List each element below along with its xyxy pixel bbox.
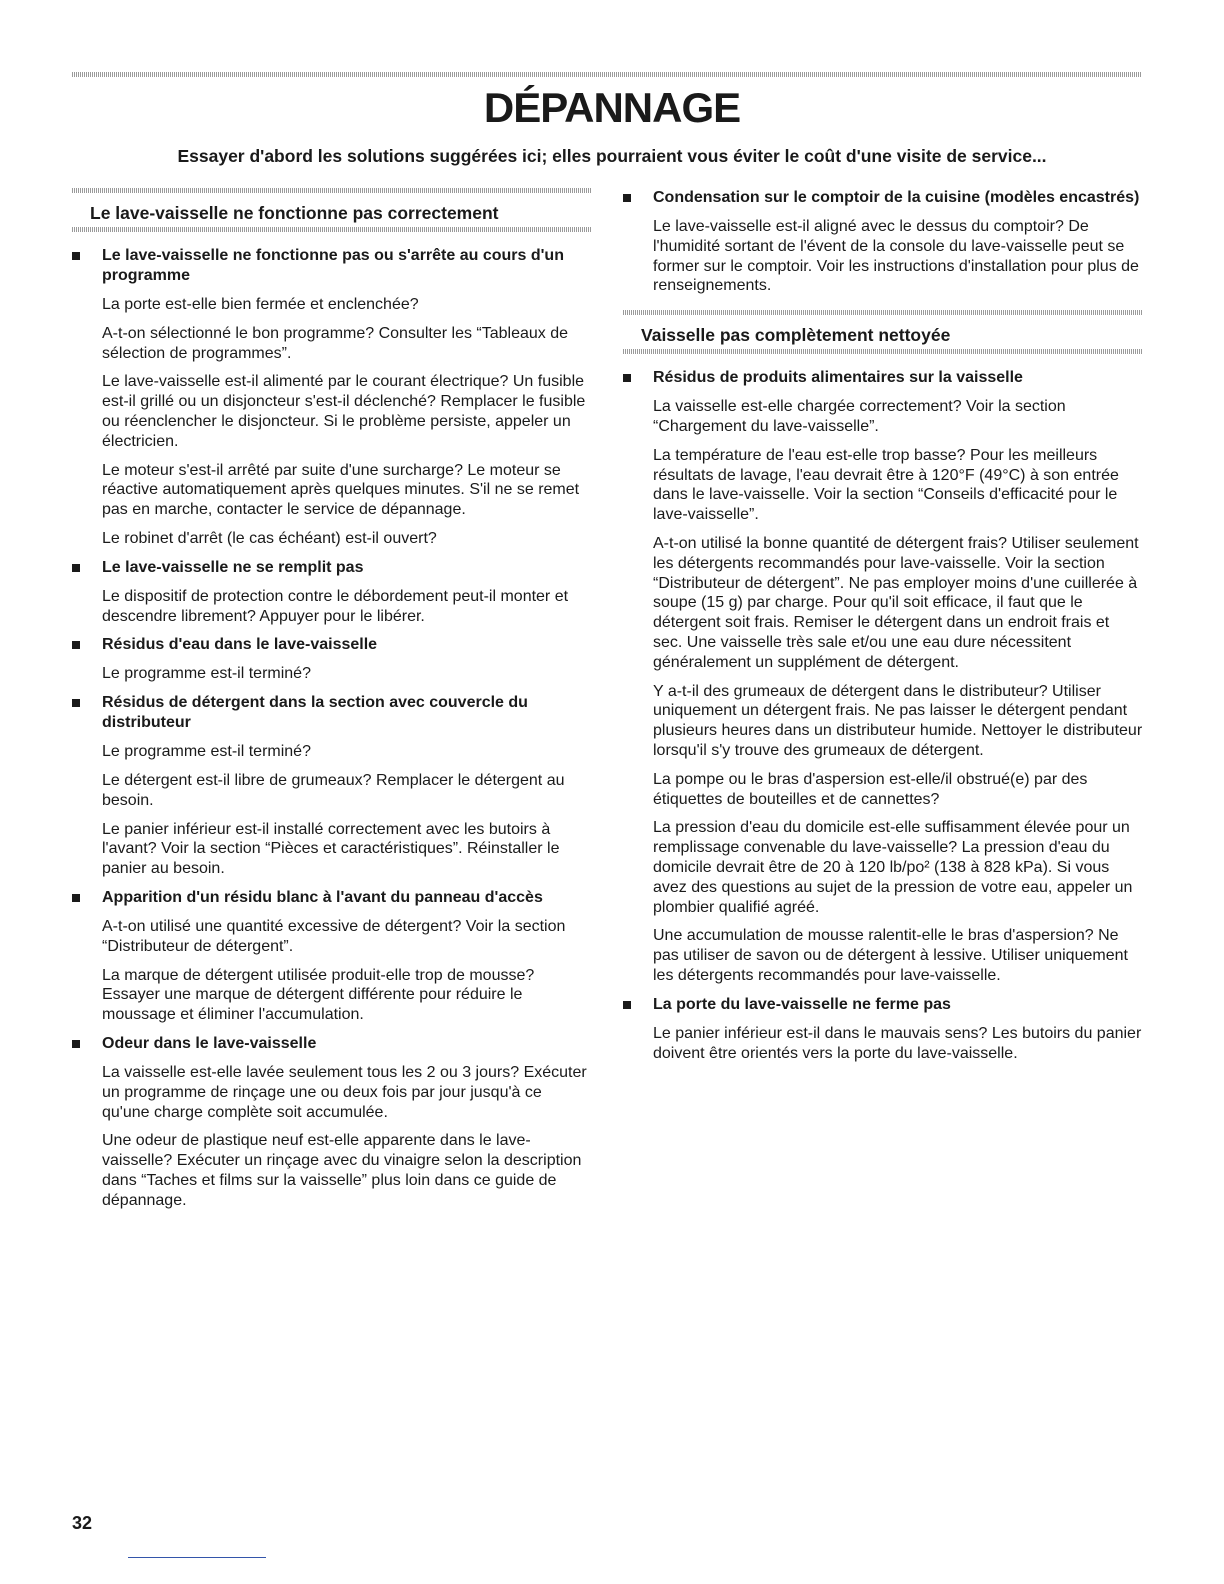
item-body <box>72 1063 592 1211</box>
item-paragraph: Le panier inférieur est-il installé correctement avec les butoirs à l'avant? Voir la section “Pièces et caractéristiques”. Réinstaller le panier au besoin. <box>102 820 560 878</box>
item-title: Apparition d'un résidu blanc à l'avant du panneau d'accès <box>102 888 543 906</box>
item-paragraph: Le programme est-il terminé? <box>102 743 311 761</box>
item-header <box>72 558 592 578</box>
item-body <box>72 917 592 1025</box>
left-column <box>72 188 592 1220</box>
item-header <box>623 995 1143 1015</box>
item-paragraph: A-t-on utilisé une quantité excessive de détergent? Voir la section “Distributeur de détergent”. <box>102 917 566 955</box>
troubleshoot-item <box>72 558 592 627</box>
item-paragraph: La température de l'eau est-elle trop basse? Pour les meilleurs résultats de lavage, l'eau devrait être à 120°F (49°C) à son entrée dans le lave-vaisselle. Voir la section “Conseils d'efficacité pour le lave-vaisselle”. <box>653 446 1119 524</box>
item-title: Résidus de produits alimentaires sur la vaisselle <box>653 369 1023 387</box>
section-title: Le lave-vaisselle ne fonctionne pas correctement <box>90 203 499 223</box>
item-title: La porte du lave-vaisselle ne ferme pas <box>653 995 951 1013</box>
left-item-list <box>72 246 592 1211</box>
item-body <box>623 397 1143 986</box>
item-title: Le lave-vaisselle ne se remplit pas <box>102 558 364 576</box>
item-header <box>623 188 1143 208</box>
item-header <box>72 635 592 655</box>
item-paragraph: Le lave-vaisselle est-il aligné avec le dessus du comptoir? De l'humidité sortant de l'évent de la console du lave-vaisselle peut se former sur le comptoir. Voir les instructions d'installation pour plus de renseignements. <box>653 218 1139 295</box>
item-paragraph: Le panier inférieur est-il dans le mauvais sens? Les butoirs du panier doivent être orientés vers la porte du lave-vaisselle. <box>653 1024 1142 1062</box>
item-title: Résidus de détergent dans la section avec couvercle du distributeur <box>102 694 528 732</box>
item-body <box>72 742 592 879</box>
item-paragraph: Le dispositif de protection contre le débordement peut-il monter et descendre librement? Appuyer pour le libérer. <box>102 587 569 625</box>
right-top-item <box>623 188 1143 296</box>
section-header-not-working <box>72 188 592 232</box>
item-paragraph: Une accumulation de mousse ralentit-elle le bras d'aspersion? Ne pas utiliser de savon ou de détergent à lessive. Utiliser uniquement les détergents recommandés pour lave-vaisselle. <box>653 927 1128 984</box>
section-rule-bottom <box>72 227 592 232</box>
troubleshoot-item <box>623 368 1143 986</box>
item-body <box>72 587 592 627</box>
item-body <box>623 1024 1143 1064</box>
square-bullet-icon <box>72 252 80 260</box>
item-paragraph: Le détergent est-il libre de grumeaux? Remplacer le détergent au besoin. <box>102 771 565 809</box>
item-paragraph: Le lave-vaisselle est-il alimenté par le courant électrique? Un fusible est-il grillé ou un disjoncteur s'est-il déclenché? Remplacer le fusible ou réenclencher le disjoncteur. Si le problème persiste, appeler un électricien. <box>102 373 586 450</box>
section-header-not-clean <box>623 310 1143 354</box>
troubleshoot-item <box>72 246 592 549</box>
item-paragraph: Une odeur de plastique neuf est-elle apparente dans le lave-vaisselle? Exécuter un rinçage avec du vinaigre selon la description dans “Taches et films sur la vaisselle” plus loin dans ce guide de dépannage. <box>102 1132 582 1209</box>
item-paragraph: La vaisselle est-elle lavée seulement tous les 2 ou 3 jours? Exécuter un programme de rinçage une ou deux fois par jour jusqu'à ce qu'une charge complète soit accumulée. <box>102 1063 587 1121</box>
square-bullet-icon <box>72 894 80 902</box>
item-body <box>72 295 592 549</box>
troubleshoot-item <box>623 995 1143 1064</box>
square-bullet-icon <box>623 194 631 202</box>
footer-line <box>128 1557 266 1558</box>
item-paragraph: La vaisselle est-elle chargée correctement? Voir la section “Chargement du lave-vaisselle”. <box>653 398 1066 435</box>
item-paragraph: Le robinet d'arrêt (le cas échéant) est-il ouvert? <box>102 529 437 547</box>
item-paragraph: A-t-on sélectionné le bon programme? Consulter les “Tableaux de sélection de programmes”. <box>102 324 569 362</box>
troubleshoot-item <box>72 1034 592 1211</box>
item-title: Condensation sur le comptoir de la cuisine (modèles encastrés) <box>653 189 1140 206</box>
troubleshoot-item <box>72 888 592 1025</box>
item-header <box>72 888 592 908</box>
item-header <box>72 1034 592 1054</box>
item-body <box>623 217 1143 296</box>
troubleshoot-item <box>623 188 1143 296</box>
item-header <box>72 246 592 286</box>
page-title: DÉPANNAGE <box>483 84 741 131</box>
item-paragraph: Le programme est-il terminé? <box>102 665 311 683</box>
troubleshoot-item <box>72 635 592 684</box>
section-title: Vaisselle pas complètement nettoyée <box>641 325 951 346</box>
item-paragraph: La pression d'eau du domicile est-elle suffisamment élevée pour un remplissage convenable du lave-vaisselle? La pression d'eau du domicile devrait être de 20 à 120 lb/po² (138 à 828 kPa). Si vous avez des questions au sujet de la pression de votre eau, appeler un plombier qualifié agréé. <box>653 819 1133 916</box>
item-paragraph: La pompe ou le bras d'aspersion est-elle/il obstrué(e) par des étiquettes de bouteilles et de cannettes? <box>653 770 1088 808</box>
square-bullet-icon <box>72 699 80 707</box>
item-body <box>72 664 592 684</box>
square-bullet-icon <box>623 374 631 382</box>
top-dotted-rule <box>72 72 1142 77</box>
square-bullet-icon <box>72 564 80 572</box>
item-title: Résidus d'eau dans le lave-vaisselle <box>102 636 378 654</box>
item-paragraph: Le moteur s'est-il arrêté par suite d'une surcharge? Le moteur se réactive automatiquement après quelques minutes. S'il ne se remet pas en marche, contacter le service de dépannage. <box>102 461 580 519</box>
item-header <box>623 368 1143 388</box>
square-bullet-icon <box>72 1040 80 1048</box>
item-title: Odeur dans le lave-vaisselle <box>102 1034 317 1052</box>
section-rule-bottom <box>623 349 1143 354</box>
page-number: 32 <box>72 1513 93 1533</box>
item-paragraph: A-t-on utilisé la bonne quantité de détergent frais? Utiliser seulement les détergents recommandés pour lave-vaisselle. Voir la section “Distributeur de détergent”. Ne pas employer moins d'une cuillerée à soupe (15 g) par charge. Pour qu'il soit efficace, il faut que le détergent soit frais. Remiser le détergent dans un endroit frais et sec. Une vaisselle très sale et/ou une eau dure nécessitent généralement un supplément de détergent. <box>653 534 1139 671</box>
right-column <box>623 188 1143 1072</box>
item-header <box>72 693 592 733</box>
item-paragraph: La marque de détergent utilisée produit-elle trop de mousse? Essayer une marque de détergent différente pour réduire le moussage et éliminer l'accumulation. <box>102 966 535 1024</box>
page-subtitle: Essayer d'abord les solutions suggérées ici; elles pourraient vous éviter le coût d'une visite de service... <box>177 146 1047 166</box>
right-item-list <box>623 368 1143 1063</box>
square-bullet-icon <box>623 1001 631 1009</box>
item-title: Le lave-vaisselle ne fonctionne pas ou s'arrête au cours d'un programme <box>102 247 564 284</box>
troubleshoot-item <box>72 693 592 879</box>
square-bullet-icon <box>72 641 80 649</box>
item-paragraph: La porte est-elle bien fermée et enclenchée? <box>102 296 419 313</box>
item-paragraph: Y a-t-il des grumeaux de détergent dans le distributeur? Utiliser uniquement un détergent frais. Ne pas laisser le détergent pendant plusieurs heures dans un distributeur humide. Nettoyer le distributeur lorsqu'il s'y trouve des grumeaux de détergent. <box>653 682 1143 759</box>
